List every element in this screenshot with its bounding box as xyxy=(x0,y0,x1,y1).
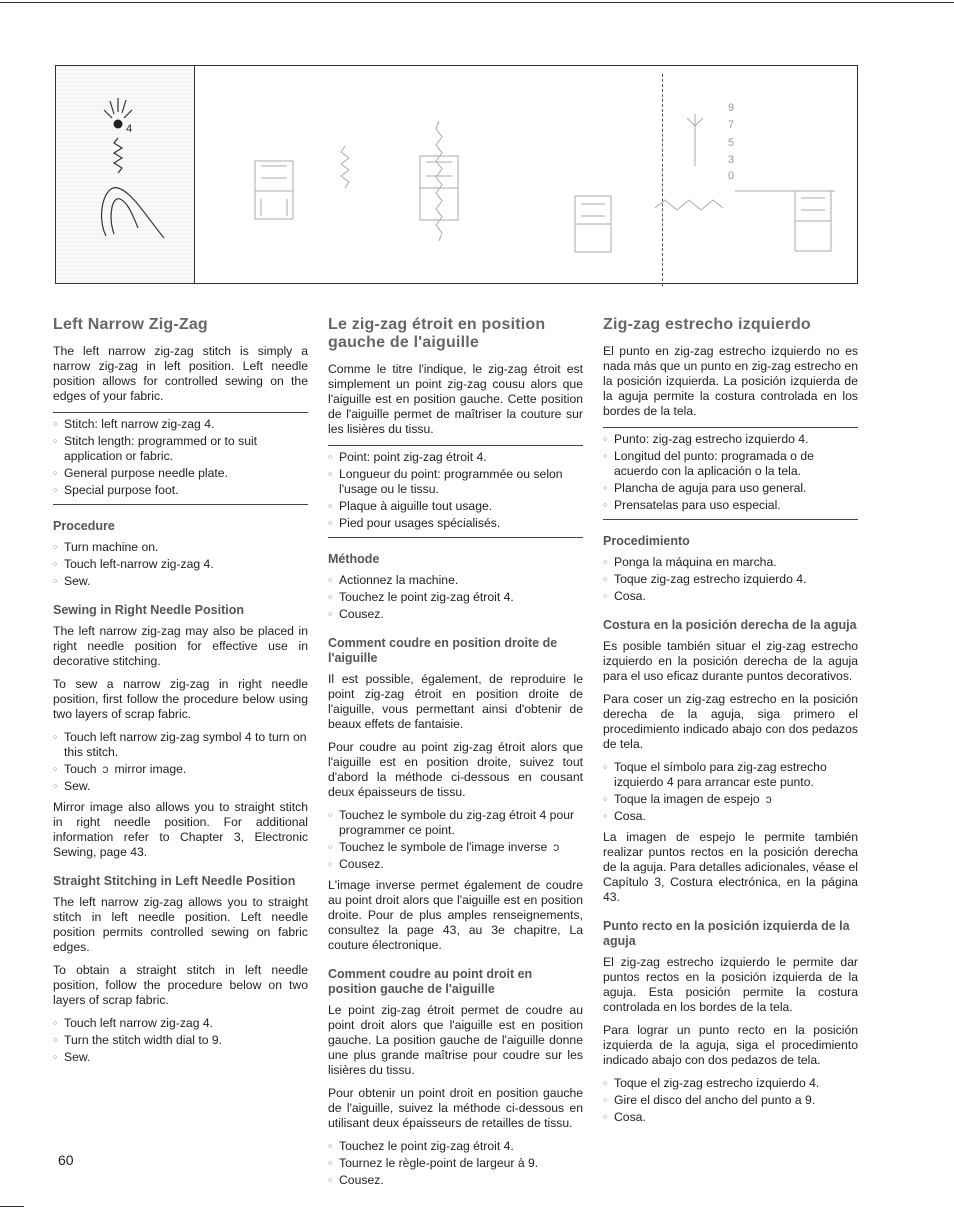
dial-number-9: 9 xyxy=(728,102,735,114)
divider xyxy=(603,427,858,428)
list-item: ○ Pied pour usages spécialisés. xyxy=(328,516,583,531)
list-item: ○ Cosa. xyxy=(603,809,858,824)
list-item: ○ Turn the stitch width dial to 9. xyxy=(53,1033,308,1048)
step-list xyxy=(53,1016,308,1065)
intro-paragraph: Comme le titre l'indique, le zig-zag étroit est simplement un point zig-zag cousu alors que l'aiguille est en position gauche. Cette position de l'aiguille permet de maîtriser la couture sur les lisières du tissu. xyxy=(328,362,583,436)
paragraph: El zig-zag estrecho izquierdo le permite dar puntos rectos en la posición izquierda de la aguja. Esta posición permite la costura controlada en los bordes de la tela. xyxy=(603,955,858,1014)
intro-paragraph: El punto en zig-zag estrecho izquierdo no es nada más que un punto en zig-zag estrecho en la posición izquierda. La posición izquierda de la aguja permite la costura controlada en los bordes de la tela. xyxy=(603,344,858,418)
list-item xyxy=(328,840,583,855)
figure-divider xyxy=(662,74,663,286)
list-item: ○ Special purpose foot. xyxy=(53,483,308,498)
list-item: ○ General purpose needle plate. xyxy=(53,466,308,481)
procedure-heading: Procedure xyxy=(53,519,115,533)
mirror-image-icon: ↄ xyxy=(765,792,772,806)
divider xyxy=(328,445,583,446)
step-text: mirror image. xyxy=(114,762,187,776)
paragraph: Para coser un zig-zag estrecho en la posición derecha de la aguja, siga primero el procedimiento indicado abajo con dos pedazos de tela. xyxy=(603,692,858,751)
paragraph: Le point zig-zag étroit permet de coudre au point droit alors que l'aiguille est en position gauche. La position gauche de l'aiguille donne une plus grande maîtrise pour coudre sur les lisières du tissu. xyxy=(328,1003,583,1077)
list-item: ○ Punto: zig-zag estrecho izquierdo 4. xyxy=(603,432,858,447)
needle-number-label: 4 xyxy=(126,123,133,135)
procedure-heading: Procedimiento xyxy=(603,534,690,548)
list-item: ○ Cousez. xyxy=(328,1173,583,1188)
dial-number-3: 3 xyxy=(728,154,735,166)
step-list xyxy=(603,1076,858,1125)
subsection-heading: Costura en la posición derecha de la aguja xyxy=(603,618,857,632)
list-item: ○ Point: point zig-zag étroit 4. xyxy=(328,450,583,465)
english-column xyxy=(53,316,308,1071)
list-item: ○ Touchez le point zig-zag étroit 4. xyxy=(328,590,583,605)
list-item: ○ Plancha de aguja para uso general. xyxy=(603,481,858,496)
list-item: ○ Toque el símbolo para zig-zag estrecho izquierdo 4 para arrancar este punto. xyxy=(603,760,858,790)
dial-number-5: 5 xyxy=(728,137,735,149)
step-text: Touch xyxy=(64,762,97,776)
paragraph: The left narrow zig-zag allows you to straight stitch in left needle position. Left needle position permits controlled sewing on fabric edges. xyxy=(53,895,308,954)
paragraph: Pour obtenir un point droit en position gauche de l'aiguille, suivez la méthode ci-dessous en utilisant deux épaisseurs de retailles de tissu. xyxy=(328,1086,583,1130)
list-item: ○ Toque el zig-zag estrecho izquierdo 4. xyxy=(603,1076,858,1091)
section-title: Le zig-zag étroit en position gauche de l'aiguille xyxy=(328,316,546,351)
list-item: ○ Toque zig-zag estrecho izquierdo 4. xyxy=(603,572,858,587)
list-item: ○ Cosa. xyxy=(603,589,858,604)
paragraph: L'image inverse permet également de coudre au point droit alors que l'aiguille est en position droite. Pour de plus amples renseignements, consultez la page 43, au 3e chapitre, La couture électronique. xyxy=(328,878,583,952)
stitch-diagram-icon xyxy=(195,66,858,285)
spanish-column xyxy=(603,316,858,1131)
spec-list xyxy=(53,417,308,498)
list-item: ○ Touch left narrow zig-zag 4. xyxy=(53,1016,308,1031)
list-item: ○ Cousez. xyxy=(328,857,583,872)
divider xyxy=(53,504,308,505)
touch-panel-illustration xyxy=(55,65,195,284)
section-title: Zig-zag estrecho izquierdo xyxy=(603,316,811,333)
step-list xyxy=(603,760,858,824)
list-item: ○ Touch left narrow zig-zag symbol 4 to turn on this stitch. xyxy=(53,730,308,760)
subsection-heading: Straight Stitching in Left Needle Position xyxy=(53,874,296,888)
paragraph: Es posible también situar el zig-zag estrecho izquierdo en la posición derecha de la aguja para el uso eficaz durante puntos decorativos. xyxy=(603,639,858,683)
stitch-illustration-panel xyxy=(195,65,858,284)
step-list xyxy=(53,730,308,794)
list-item: ○ Longitud del punto: programada o de acuerdo con la aplicación o la tela. xyxy=(603,449,858,479)
paragraph: To obtain a straight stitch in left needle position, follow the procedure below on two layers of scrap fabric. xyxy=(53,963,308,1007)
paragraph: To sew a narrow zig-zag in right needle position, first follow the procedure below using two layers of scrap fabric. xyxy=(53,677,308,721)
divider xyxy=(603,519,858,520)
finger-touch-icon xyxy=(56,66,196,285)
french-column xyxy=(328,316,583,1194)
paragraph: Para lograr un punto recto en la posición izquierda de la aguja, siga el procedimiento indicado abajo con dos pedazos de tela. xyxy=(603,1023,858,1067)
list-item: ○ Tournez le règle-point de largeur à 9. xyxy=(328,1156,583,1171)
step-list xyxy=(328,808,583,872)
mirror-image-icon: ↄ xyxy=(102,762,109,776)
dial-number-0: 0 xyxy=(728,170,735,182)
list-item: ○ Cosa. xyxy=(603,1110,858,1125)
list-item: ○ Prensatelas para uso especial. xyxy=(603,498,858,513)
list-item: ○ Sew. xyxy=(53,1050,308,1065)
page-number: 60 xyxy=(58,1152,74,1168)
procedure-list xyxy=(53,540,308,589)
list-item: ○ Longueur du point: programmée ou selon l'usage ou le tissu. xyxy=(328,467,583,497)
list-item xyxy=(603,792,858,807)
paragraph: Mirror image also allows you to straight stitch in right needle position. For additional information refer to Chapter 3, Electronic Sewing, page 43. xyxy=(53,800,308,859)
spec-list xyxy=(603,432,858,513)
illustration-figure xyxy=(55,65,858,286)
divider xyxy=(328,537,583,538)
list-item: ○ Touch left-narrow zig-zag 4. xyxy=(53,557,308,572)
step-text: Touchez le symbole de l'image inverse xyxy=(339,840,548,854)
mirror-image-icon: ↄ xyxy=(553,840,560,854)
subsection-heading: Comment coudre au point droit en position gauche de l'aiguille xyxy=(328,967,533,996)
intro-paragraph: The left narrow zig-zag stitch is simply a narrow zig-zag in left position. Left needle position allows for controlled sewing on the edges of your fabric. xyxy=(53,344,308,403)
procedure-heading: Méthode xyxy=(328,552,380,566)
step-text: Toque la imagen de espejo xyxy=(614,792,760,806)
subsection-heading: Sewing in Right Needle Position xyxy=(53,603,244,617)
list-item: ○ Plaque à aiguille tout usage. xyxy=(328,499,583,514)
spec-list xyxy=(328,450,583,531)
list-item xyxy=(53,762,308,777)
procedure-list xyxy=(328,573,583,622)
list-item: ○ Stitch: left narrow zig-zag 4. xyxy=(53,417,308,432)
procedure-list xyxy=(603,555,858,604)
top-rule xyxy=(0,2,954,3)
list-item: ○ Turn machine on. xyxy=(53,540,308,555)
list-item: ○ Actionnez la machine. xyxy=(328,573,583,588)
dial-number-7: 7 xyxy=(728,119,735,131)
list-item: ○ Touchez le point zig-zag étroit 4. xyxy=(328,1139,583,1154)
paragraph: Pour coudre au point zig-zag étroit alors que l'aiguille est en position droite, suivez tout d'abord la méthode ci-dessous en cousant deux épaisseurs de tissu. xyxy=(328,740,583,799)
paragraph: La imagen de espejo le permite también realizar puntos rectos en la posición derecha de la aguja. Para detalles adicionales, véase el Capítulo 3, Costura electrónica, en la página 43. xyxy=(603,830,858,904)
paragraph: The left narrow zig-zag may also be placed in right needle position for effective use in decorative stitching. xyxy=(53,624,308,668)
list-item: ○ Touchez le symbole du zig-zag étroit 4 pour programmer ce point. xyxy=(328,808,583,838)
paragraph: Il est possible, également, de reproduire le point zig-zag étroit en position droite de l'aiguille, vous permettant ainsi d'obtenir de beaux effets de fantaisie. xyxy=(328,672,583,731)
section-title: Left Narrow Zig-Zag xyxy=(53,316,208,333)
list-item: ○ Sew. xyxy=(53,574,308,589)
list-item: ○ Cousez. xyxy=(328,607,583,622)
bottom-rule xyxy=(0,1206,24,1207)
list-item: ○ Ponga la máquina en marcha. xyxy=(603,555,858,570)
list-item: ○ Stitch length: programmed or to suit application or fabric. xyxy=(53,434,308,464)
subsection-heading: Punto recto en la posición izquierda de la aguja xyxy=(603,919,850,948)
subsection-heading: Comment coudre en position droite de l'aiguille xyxy=(328,636,558,665)
list-item: ○ Sew. xyxy=(53,779,308,794)
step-list xyxy=(328,1139,583,1188)
divider xyxy=(53,412,308,413)
list-item: ○ Gire el disco del ancho del punto a 9. xyxy=(603,1093,858,1108)
